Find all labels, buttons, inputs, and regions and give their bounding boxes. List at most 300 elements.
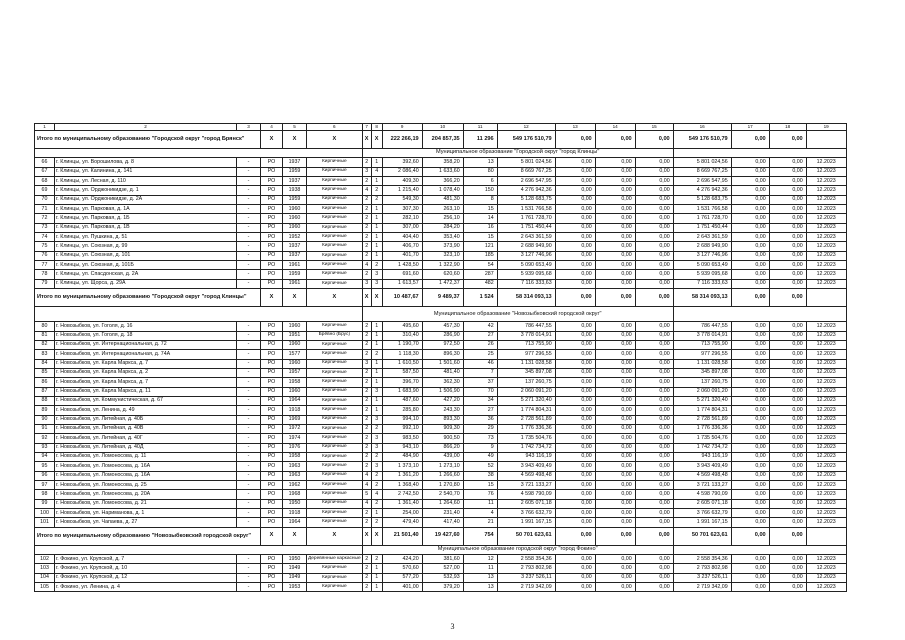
- table-cell: -: [237, 350, 261, 359]
- table-cell: 0,00: [635, 261, 673, 270]
- table-cell: 98: [35, 490, 55, 499]
- table-cell: 2: [371, 186, 382, 195]
- table-cell: 282,10: [382, 214, 422, 223]
- column-number: 4: [261, 124, 283, 131]
- table-cell: 0,00: [555, 350, 595, 359]
- table-cell: 427,20: [422, 396, 463, 405]
- table-cell: РО: [261, 396, 283, 405]
- table-cell: 0,00: [555, 322, 595, 331]
- table-cell: -: [237, 214, 261, 223]
- table-cell: 1 742 734,72: [673, 443, 731, 452]
- table-cell: 1937: [283, 242, 307, 251]
- table-cell: -: [237, 261, 261, 270]
- table-cell: 84: [35, 359, 55, 368]
- table-cell: Кирпичные: [307, 583, 363, 592]
- table-cell: г. Новозыбков, ул. Чапаева, д. 27: [55, 518, 237, 527]
- table-cell: 0,00: [555, 177, 595, 186]
- table-cell: 0,00: [731, 452, 769, 461]
- table-cell: 0,00: [769, 340, 806, 349]
- table-cell: 0,00: [555, 415, 595, 424]
- table-cell: РО: [261, 322, 283, 331]
- total-value: 50 701 623,61: [497, 527, 555, 545]
- table-cell: 866,20: [422, 443, 463, 452]
- table-cell: -: [237, 518, 261, 527]
- table-cell: -: [237, 415, 261, 424]
- table-cell: 0,00: [731, 350, 769, 359]
- table-cell: 1: [371, 583, 382, 592]
- table-cell: 1938: [283, 186, 307, 195]
- table-cell: 27: [463, 406, 497, 415]
- table-cell: 3: [371, 387, 382, 396]
- table-cell: 0,00: [731, 471, 769, 480]
- table-cell: 0,00: [731, 443, 769, 452]
- table-cell: 0,00: [731, 233, 769, 242]
- table-cell: 0,00: [555, 471, 595, 480]
- table-cell: 12.2023: [806, 406, 846, 415]
- table-cell: 5 939 095,68: [497, 270, 555, 279]
- table-cell: 0,00: [731, 564, 769, 573]
- table-cell: 2 605 071,18: [497, 499, 555, 508]
- table-cell: 12.2023: [806, 340, 846, 349]
- table-cell: 3: [371, 415, 382, 424]
- table-cell: 0,00: [769, 195, 806, 204]
- table-cell: 7 116 333,63: [673, 279, 731, 288]
- table-cell: 1: [371, 233, 382, 242]
- table-cell: 713 755,90: [673, 340, 731, 349]
- table-cell: 943,10: [382, 443, 422, 452]
- total-value: X: [307, 131, 363, 149]
- table-cell: 0,00: [555, 583, 595, 592]
- total-value: X: [261, 527, 283, 545]
- table-cell: 481,30: [422, 195, 463, 204]
- table-cell: 3: [362, 359, 371, 368]
- total-value: 0,00: [555, 527, 595, 545]
- table-cell: 0,00: [595, 583, 635, 592]
- table-cell: -: [237, 242, 261, 251]
- table-cell: 0,00: [555, 251, 595, 260]
- table-cell: 5 271 320,40: [497, 396, 555, 405]
- table-cell: 310,40: [382, 331, 422, 340]
- table-cell: 0,00: [731, 555, 769, 564]
- table-cell: Кирпичные: [307, 443, 363, 452]
- table-cell: 94: [35, 452, 55, 461]
- table-cell: 101: [35, 518, 55, 527]
- table-cell: 185: [463, 251, 497, 260]
- table-row: [35, 452, 847, 461]
- table-cell: 2 558 354,36: [673, 555, 731, 564]
- table-row: [35, 509, 847, 518]
- table-cell: 2 086,40: [382, 167, 422, 176]
- total-row: [35, 289, 847, 307]
- table-cell: 5 090 653,49: [497, 261, 555, 270]
- table-cell: 3 766 632,79: [497, 509, 555, 518]
- table-cell: 1 322,90: [422, 261, 463, 270]
- table-cell: г. Клинцы, ул. Орджоникидзе, д. 1: [55, 186, 237, 195]
- table-cell: 0,00: [769, 205, 806, 214]
- table-cell: 1959: [283, 270, 307, 279]
- table-row: [35, 233, 847, 242]
- table-cell: 0,00: [555, 158, 595, 167]
- table-cell: РО: [261, 434, 283, 443]
- table-cell: 0,00: [595, 186, 635, 195]
- table-cell: 1: [371, 359, 382, 368]
- table-cell: 3 943 409,49: [673, 462, 731, 471]
- table-cell: 0,00: [595, 424, 635, 433]
- table-cell: 0,00: [555, 518, 595, 527]
- table-cell: 1963: [283, 462, 307, 471]
- table-cell: Кирпичные: [307, 350, 363, 359]
- table-cell: 2 605 071,18: [673, 499, 731, 508]
- table-cell: 70: [35, 195, 55, 204]
- total-value: 0,00: [769, 289, 806, 307]
- table-cell: 86: [35, 378, 55, 387]
- table-cell: 3: [362, 279, 371, 288]
- table-cell: 1976: [283, 443, 307, 452]
- table-cell: 12.2023: [806, 481, 846, 490]
- table-cell: 100: [35, 509, 55, 518]
- total-value: X: [362, 527, 371, 545]
- table-cell: Кирпичные: [307, 518, 363, 527]
- table-cell: 1 991 167,15: [497, 518, 555, 527]
- table-cell: 12.2023: [806, 261, 846, 270]
- table-cell: 105: [35, 583, 55, 592]
- table-cell: 0,00: [769, 396, 806, 405]
- table-cell: 12.2023: [806, 471, 846, 480]
- table-cell: 1957: [283, 368, 307, 377]
- table-cell: 345 897,08: [673, 368, 731, 377]
- table-cell: Кирпичные: [307, 564, 363, 573]
- table-cell: 0,00: [595, 331, 635, 340]
- table-cell: 0,00: [555, 396, 595, 405]
- table-cell: РО: [261, 406, 283, 415]
- table-cell: 0,00: [555, 195, 595, 204]
- table-cell: 1937: [283, 251, 307, 260]
- table-cell: 1 273,10: [422, 462, 463, 471]
- column-number: 7: [362, 124, 371, 131]
- table-cell: г. Фокино, ул. Крупской, д. 7: [55, 555, 237, 564]
- table-cell: 13: [463, 583, 497, 592]
- table-cell: 0,00: [731, 518, 769, 527]
- table-cell: 1 531 766,58: [497, 205, 555, 214]
- table-cell: 404,40: [382, 233, 422, 242]
- table-cell: 2: [362, 583, 371, 592]
- table-cell: 0,00: [731, 499, 769, 508]
- table-cell: 0,00: [555, 406, 595, 415]
- table-cell: г. Новозыбков, ул. Ленина, д. 49: [55, 406, 237, 415]
- table-cell: 2: [362, 434, 371, 443]
- section-spacer: [35, 149, 363, 158]
- table-cell: РО: [261, 279, 283, 288]
- table-cell: 0,00: [635, 443, 673, 452]
- table-cell: 0,00: [731, 396, 769, 405]
- table-cell: Кирпичные: [307, 471, 363, 480]
- table-cell: 2 793 802,98: [673, 564, 731, 573]
- table-cell: 0,00: [595, 350, 635, 359]
- table-cell: 1 361,20: [382, 471, 422, 480]
- table-cell: 0,00: [731, 481, 769, 490]
- table-cell: 4 276 942,36: [497, 186, 555, 195]
- table-cell: 93: [35, 443, 55, 452]
- table-cell: 1 215,40: [382, 186, 422, 195]
- table-cell: 1 776 336,36: [673, 424, 731, 433]
- table-cell: 0,00: [635, 177, 673, 186]
- table-cell: 254,00: [382, 509, 422, 518]
- table-cell: 2 540,70: [422, 490, 463, 499]
- table-cell: 570,60: [382, 564, 422, 573]
- table-cell: 2 728 561,89: [497, 415, 555, 424]
- table-cell: 0,00: [769, 518, 806, 527]
- table-cell: 3 127 746,96: [497, 251, 555, 260]
- table-cell: 1 270,80: [422, 481, 463, 490]
- table-cell: -: [237, 359, 261, 368]
- table-cell: 4: [362, 186, 371, 195]
- table-cell: г. Новозыбков, ул. Гоголя, д. 18: [55, 331, 237, 340]
- table-cell: 2 719 342,09: [673, 583, 731, 592]
- table-cell: 0,00: [731, 242, 769, 251]
- table-cell: 1974: [283, 434, 307, 443]
- table-cell: РО: [261, 177, 283, 186]
- table-cell: 1 531 766,58: [673, 205, 731, 214]
- table-cell: 2: [362, 462, 371, 471]
- table-cell: 12.2023: [806, 167, 846, 176]
- table-cell: 0,00: [731, 387, 769, 396]
- table-cell: 487,60: [382, 396, 422, 405]
- page-number: 3: [450, 622, 455, 631]
- table-cell: РО: [261, 368, 283, 377]
- table-cell: 2 643 361,59: [497, 233, 555, 242]
- table-cell: 1950: [283, 499, 307, 508]
- table-cell: 0,00: [635, 490, 673, 499]
- table-cell: 366,20: [422, 177, 463, 186]
- table-cell: 77: [35, 261, 55, 270]
- table-cell: 0,00: [731, 424, 769, 433]
- table-cell: 284,20: [422, 223, 463, 232]
- table-row: [35, 205, 847, 214]
- table-cell: -: [237, 499, 261, 508]
- table-cell: 67: [35, 167, 55, 176]
- table-cell: 0,00: [731, 415, 769, 424]
- table-cell: 1: [371, 214, 382, 223]
- table-cell: 0,00: [731, 583, 769, 592]
- table-cell: Кирпичные: [307, 396, 363, 405]
- table-cell: -: [237, 481, 261, 490]
- table-cell: -: [237, 251, 261, 260]
- table-cell: 1 761 728,70: [497, 214, 555, 223]
- table-row: [35, 251, 847, 260]
- table-cell: 1 613,57: [382, 279, 422, 288]
- table-cell: 0,00: [555, 242, 595, 251]
- table-cell: 82: [35, 340, 55, 349]
- table-cell: 0,00: [635, 378, 673, 387]
- table-cell: 0,00: [555, 424, 595, 433]
- table-cell: Кирпичные: [307, 434, 363, 443]
- table-cell: 482: [463, 279, 497, 288]
- table-cell: 1 118,30: [382, 350, 422, 359]
- table-row: [35, 270, 847, 279]
- table-cell: 3 766 632,79: [673, 509, 731, 518]
- table-cell: 1963: [283, 471, 307, 480]
- table-cell: 0,00: [731, 195, 769, 204]
- total-value: X: [371, 131, 382, 149]
- table-cell: 587,50: [382, 368, 422, 377]
- table-cell: РО: [261, 340, 283, 349]
- table-cell: РО: [261, 242, 283, 251]
- table-cell: 977 296,55: [673, 350, 731, 359]
- table-cell: 943 116,19: [673, 452, 731, 461]
- table-cell: Брёвно (Брус): [307, 331, 363, 340]
- table-cell: 1960: [283, 205, 307, 214]
- column-number: 14: [595, 124, 635, 131]
- table-cell: 0,00: [769, 322, 806, 331]
- table-cell: 479,40: [382, 518, 422, 527]
- table-cell: 1 506,90: [422, 387, 463, 396]
- table-cell: РО: [261, 518, 283, 527]
- table-cell: 0,00: [769, 223, 806, 232]
- total-value: X: [371, 289, 382, 307]
- table-cell: Кирпичные: [307, 573, 363, 582]
- table-cell: 72: [35, 214, 55, 223]
- table-cell: г. Клинцы, ул. Лесная, д. 110: [55, 177, 237, 186]
- table-cell: 0,00: [769, 158, 806, 167]
- column-number: 13: [555, 124, 595, 131]
- table-cell: -: [237, 368, 261, 377]
- table-cell: 2: [362, 518, 371, 527]
- table-cell: г. Новозыбков, ул. Литейная, д. 40Д: [55, 443, 237, 452]
- table-cell: 992,10: [382, 424, 422, 433]
- table-cell: 12.2023: [806, 331, 846, 340]
- table-cell: Кирпичные: [307, 279, 363, 288]
- table-cell: Кирпичные: [307, 233, 363, 242]
- table-cell: РО: [261, 331, 283, 340]
- table-cell: 85: [35, 368, 55, 377]
- table-cell: 2: [362, 223, 371, 232]
- table-cell: 12.2023: [806, 186, 846, 195]
- total-value: X: [283, 527, 307, 545]
- total-value: 222 266,19: [382, 131, 422, 149]
- table-cell: 2: [371, 195, 382, 204]
- table-cell: 29: [463, 424, 497, 433]
- total-value: X: [283, 289, 307, 307]
- total-value: 1 524: [463, 289, 497, 307]
- table-cell: 2 558 354,36: [497, 555, 555, 564]
- table-cell: 12.2023: [806, 177, 846, 186]
- table-cell: 1: [371, 406, 382, 415]
- total-value: X: [371, 527, 382, 545]
- table-cell: 4 569 498,48: [673, 471, 731, 480]
- table-cell: 983,50: [382, 434, 422, 443]
- table-cell: 1960: [283, 359, 307, 368]
- table-cell: 1962: [283, 481, 307, 490]
- table-cell: 1949: [283, 573, 307, 582]
- table-cell: 2 742,50: [382, 490, 422, 499]
- table-cell: 150: [463, 186, 497, 195]
- table-cell: 5 801 024,56: [673, 158, 731, 167]
- table-cell: 0,00: [635, 350, 673, 359]
- table-cell: 0,00: [731, 251, 769, 260]
- table-cell: РО: [261, 205, 283, 214]
- table-cell: 76: [463, 490, 497, 499]
- table-cell: 12.2023: [806, 499, 846, 508]
- table-cell: 103: [35, 564, 55, 573]
- table-row: [35, 471, 847, 480]
- column-number: 5: [283, 124, 307, 131]
- table-cell: 0,00: [595, 279, 635, 288]
- table-cell: 0,00: [555, 564, 595, 573]
- table-cell: г. Клинцы, ул. Спасдонская, д. 2А: [55, 270, 237, 279]
- table-cell: 87: [35, 387, 55, 396]
- table-cell: 104: [35, 573, 55, 582]
- table-cell: -: [237, 396, 261, 405]
- table-cell: 577,20: [382, 573, 422, 582]
- table-cell: 424,20: [382, 555, 422, 564]
- table-cell: РО: [261, 158, 283, 167]
- table-cell: 1 078,40: [422, 186, 463, 195]
- table-cell: -: [237, 270, 261, 279]
- table-cell: 0,00: [635, 186, 673, 195]
- table-cell: РО: [261, 251, 283, 260]
- table-cell: -: [237, 177, 261, 186]
- table-cell: 0,00: [635, 406, 673, 415]
- table-cell: -: [237, 471, 261, 480]
- table-cell: -: [237, 406, 261, 415]
- table-cell: РО: [261, 564, 283, 573]
- table-cell: 15: [463, 205, 497, 214]
- table-cell: 307,30: [382, 205, 422, 214]
- total-value: 10 487,67: [382, 289, 422, 307]
- table-cell: 88: [35, 396, 55, 405]
- table-cell: 994,10: [382, 415, 422, 424]
- table-cell: 1964: [283, 518, 307, 527]
- total-value: 0,00: [555, 131, 595, 149]
- table-cell: 1: [371, 368, 382, 377]
- table-cell: 38: [463, 471, 497, 480]
- table-cell: 0,00: [595, 387, 635, 396]
- table-cell: Кирпичные: [307, 359, 363, 368]
- table-cell: 12.2023: [806, 251, 846, 260]
- table-cell: г. Клинцы, ул. Парковая, д. 1А: [55, 205, 237, 214]
- table-cell: 66: [35, 158, 55, 167]
- table-cell: г. Клинцы, ул. Парковая, д. 1Б: [55, 214, 237, 223]
- table-cell: 1 373,10: [382, 462, 422, 471]
- table-cell: 0,00: [769, 270, 806, 279]
- section-title: Муниципальное образование "Городской округ "город Клинцы": [362, 149, 673, 158]
- table-cell: 1949: [283, 564, 307, 573]
- table-cell: 12.2023: [806, 462, 846, 471]
- table-cell: -: [237, 583, 261, 592]
- total-value: 0,00: [731, 289, 769, 307]
- table-cell: 1937: [283, 158, 307, 167]
- table-cell: -: [237, 555, 261, 564]
- table-cell: Кирпичные: [307, 223, 363, 232]
- table-cell: 0,00: [635, 499, 673, 508]
- table-cell: 373,90: [422, 242, 463, 251]
- table-cell: 13: [463, 573, 497, 582]
- table-cell: 0,00: [731, 186, 769, 195]
- table-cell: г. Новозыбков, ул. Коммунистическая, д. 67: [55, 396, 237, 405]
- column-number: 6: [307, 124, 363, 131]
- table-cell: г. Новозыбков, ул. Нариманова, д. 1: [55, 509, 237, 518]
- municipality-section-row: [35, 545, 847, 554]
- table-cell: 49: [463, 452, 497, 461]
- table-cell: 2: [362, 340, 371, 349]
- table-cell: 2: [362, 331, 371, 340]
- total-value: 0,00: [595, 527, 635, 545]
- table-row: [35, 583, 847, 592]
- table-cell: РО: [261, 471, 283, 480]
- table-cell: 0,00: [635, 340, 673, 349]
- table-cell: 401,70: [382, 251, 422, 260]
- table-cell: 0,00: [769, 583, 806, 592]
